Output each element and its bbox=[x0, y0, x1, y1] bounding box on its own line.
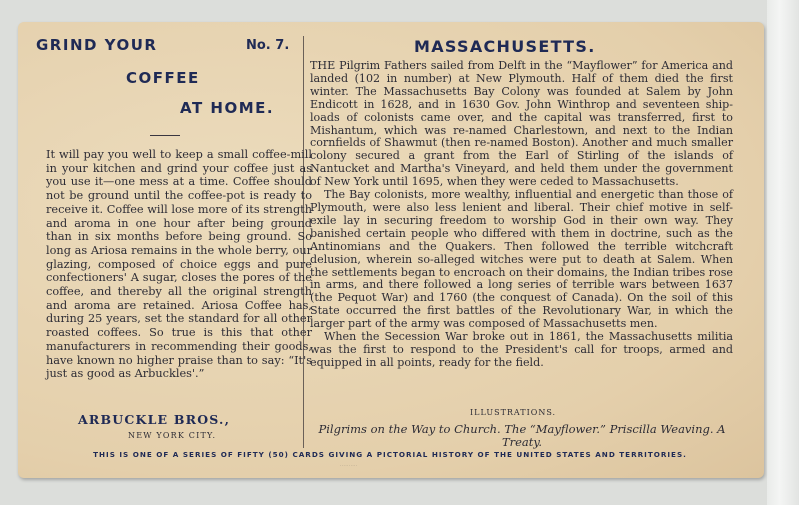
state-title: MASSACHUSETTS. bbox=[414, 37, 596, 56]
ad-title-line-2: COFFEE bbox=[126, 69, 200, 87]
card-number: No. 7. bbox=[246, 38, 290, 53]
printer-imprint: ·········· bbox=[340, 463, 358, 468]
history-paragraph: The Bay colonists, more wealthy, influential and energetic than those of Plymouth, were also less lenient and liberal. Their chief motive in self-exile lay in securing freedom to worship God in their own way. They banished certain people who differed with them in doctrine, such as the Antinomians and the Quakers. Then followed the terrible witchcraft delusion, wherein so-alleged witches were put to death at Salem. When the settlements began to encroach on their domains, the Indian tribes rose in arms, and there followed a long series of terrible wars between 1637 (the Pequot War) and 1760 (the conquest of Canada). On the soil of this State occurred the first battles of the Revolutionary War, in which the larger part of the army was composed of Massachusetts men. bbox=[310, 188, 733, 331]
title-rule bbox=[150, 135, 180, 136]
company-city: NEW YORK CITY. bbox=[128, 431, 217, 440]
history-text bbox=[310, 60, 733, 370]
illustrations-list: Pilgrims on the Way to Church. The “Mayflower.” Priscilla Weaving. A Treaty. bbox=[318, 422, 726, 449]
history-paragraph: THE Pilgrim Fathers sailed from Delft in the “Mayflower” for America and landed (102 in number) at New Plymouth. Half of them died the first winter. The Massachusetts Bay Colony was founded at Salem by John Endicott in 1628, and in 1630 Gov. John Winthrop and seventeen ship-loads of colonists came over, and the capital was transferred, first to Mishantum, which was re-named Charlestown, and next to the Indian cornfields of Shawmut (then re-named Boston). Another and much smaller colony secured a grant from the Earl of Stirling of the islands of Nantucket and Martha's Vineyard, and held them under the government of New York until 1695, when they were ceded to Massachusetts. bbox=[310, 59, 733, 189]
series-footer: THIS IS ONE OF A SERIES OF FIFTY (50) CARDS GIVING A PICTORIAL HISTORY OF THE UNITED STATES AND TERRITORIES. bbox=[93, 450, 687, 459]
advertisement-body: It will pay you well to keep a small coffee-mill in your kitchen and grind your coffee just as you use it—one mess at a time. Coffee should not be ground until the coffee-pot is ready to receive it. Coffee will lose more of its strength and aroma in one hour after being ground than in six months before being ground. So long as Ariosa remains in the whole berry, our glazing, composed of choice eggs and pure confectioners' A sugar, closes the pores of the coffee, and thereby all the original strength and aroma are retained. Ariosa Coffee has, during 25 years, set the standard for all other roasted coffees. So true is this that other manufacturers in recommending their goods, have known no higher praise than to say: “It's just as good as Arbuckles'.” bbox=[46, 148, 312, 381]
history-paragraph: When the Secession War broke out in 1861, the Massachusetts militia was the first to respond to the President's call for troops, armed and equipped in all points, ready for the field. bbox=[310, 330, 733, 369]
scanner-background-strip bbox=[767, 0, 799, 505]
company-name: ARBUCKLE BROS., bbox=[78, 412, 231, 427]
ad-title-line-3: AT HOME. bbox=[180, 99, 275, 117]
illustrations-heading: ILLUSTRATIONS. bbox=[470, 408, 557, 417]
ad-title-line-1: GRIND YOUR bbox=[36, 36, 158, 54]
trade-card bbox=[18, 22, 764, 478]
